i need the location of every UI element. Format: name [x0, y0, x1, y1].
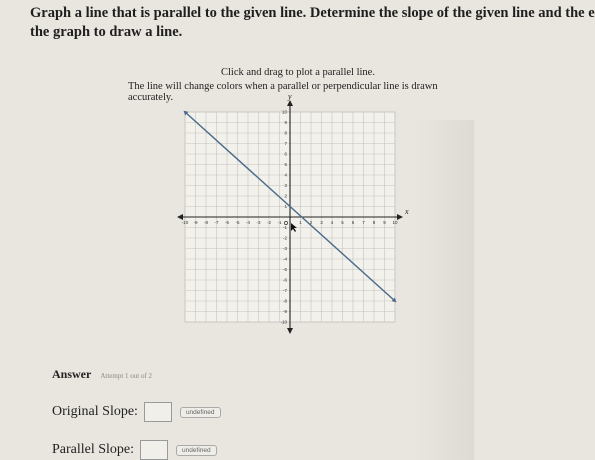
- x-tick-label: 7: [362, 220, 365, 225]
- photo-shading: [414, 120, 474, 460]
- parallel-slope-input[interactable]: [140, 440, 168, 460]
- x-tick-label: 3: [320, 220, 323, 225]
- x-tick-label: -8: [203, 220, 209, 225]
- x-tick-label: -6: [224, 220, 230, 225]
- coordinate-graph[interactable]: [170, 92, 410, 342]
- x-axis-arrow-right: [397, 214, 403, 220]
- y-tick-label: -10: [280, 319, 287, 325]
- y-tick-label: -8: [282, 298, 287, 304]
- original-undefined-button[interactable]: undefined: [180, 407, 221, 418]
- answer-label: Answer: [52, 367, 92, 381]
- y-tick-label: 3: [284, 183, 287, 188]
- answer-header: [52, 367, 152, 382]
- y-tick-label: 8: [284, 130, 287, 136]
- y-tick-label: 1: [284, 204, 287, 209]
- y-tick-label: -1: [282, 225, 287, 230]
- y-tick-label: -2: [282, 235, 287, 241]
- instruction-drag: Click and drag to plot a parallel line.: [221, 67, 375, 78]
- x-tick-label: -7: [214, 220, 219, 225]
- x-tick-label: -1: [277, 220, 282, 225]
- y-tick-label: 2: [284, 193, 287, 199]
- y-tick-label: 7: [284, 141, 287, 146]
- y-tick-label: -7: [282, 288, 287, 293]
- y-tick-label: 5: [284, 162, 287, 167]
- y-tick-label: 10: [281, 109, 287, 115]
- x-tick-label: 2: [309, 220, 313, 225]
- x-tick-label: 8: [372, 220, 376, 225]
- original-slope-input[interactable]: [144, 402, 172, 422]
- x-tick-label: 6: [351, 220, 355, 225]
- question-line-1: Graph a line that is parallel to the given line. Determine the slope of the given line and the e: [30, 5, 595, 21]
- original-slope-label: Original Slope:: [52, 404, 138, 419]
- attempt-counter: Attempt 1 out of 2: [100, 372, 153, 380]
- question-text: [30, 4, 595, 42]
- parallel-slope-row: [52, 440, 217, 460]
- y-tick-label: 4: [284, 172, 287, 178]
- x-tick-label: -10: [181, 220, 189, 225]
- y-tick-label: 9: [284, 120, 287, 125]
- x-tick-label: -9: [193, 220, 198, 225]
- instruction-color: The line will change colors when a parallel or perpendicular line is drawn accurately.: [128, 81, 438, 103]
- y-tick-label: -6: [282, 277, 287, 283]
- x-tick-label: -5: [235, 220, 240, 225]
- x-tick-label: -2: [266, 220, 272, 225]
- x-tick-label: 4: [330, 220, 334, 225]
- y-tick-label: -9: [282, 309, 287, 314]
- x-axis-label: x: [405, 207, 409, 216]
- y-tick-label: -5: [282, 267, 287, 272]
- parallel-slope-label: Parallel Slope:: [52, 442, 135, 457]
- parallel-undefined-button[interactable]: undefined: [176, 445, 217, 456]
- x-tick-label: 1: [299, 220, 302, 225]
- x-tick-label: 9: [383, 220, 386, 225]
- y-axis-label: y: [288, 92, 292, 101]
- x-tick-label: 10: [392, 220, 398, 225]
- original-slope-row: [52, 402, 221, 422]
- x-tick-label: 5: [341, 220, 344, 225]
- x-tick-label: -3: [256, 220, 261, 225]
- y-axis-arrow-down: [287, 328, 293, 334]
- question-line-2: the graph to draw a line.: [30, 24, 183, 40]
- y-tick-label: 6: [284, 151, 287, 157]
- x-tick-label: -4: [245, 220, 251, 225]
- y-tick-label: -3: [282, 246, 287, 251]
- y-tick-label: -4: [282, 256, 287, 262]
